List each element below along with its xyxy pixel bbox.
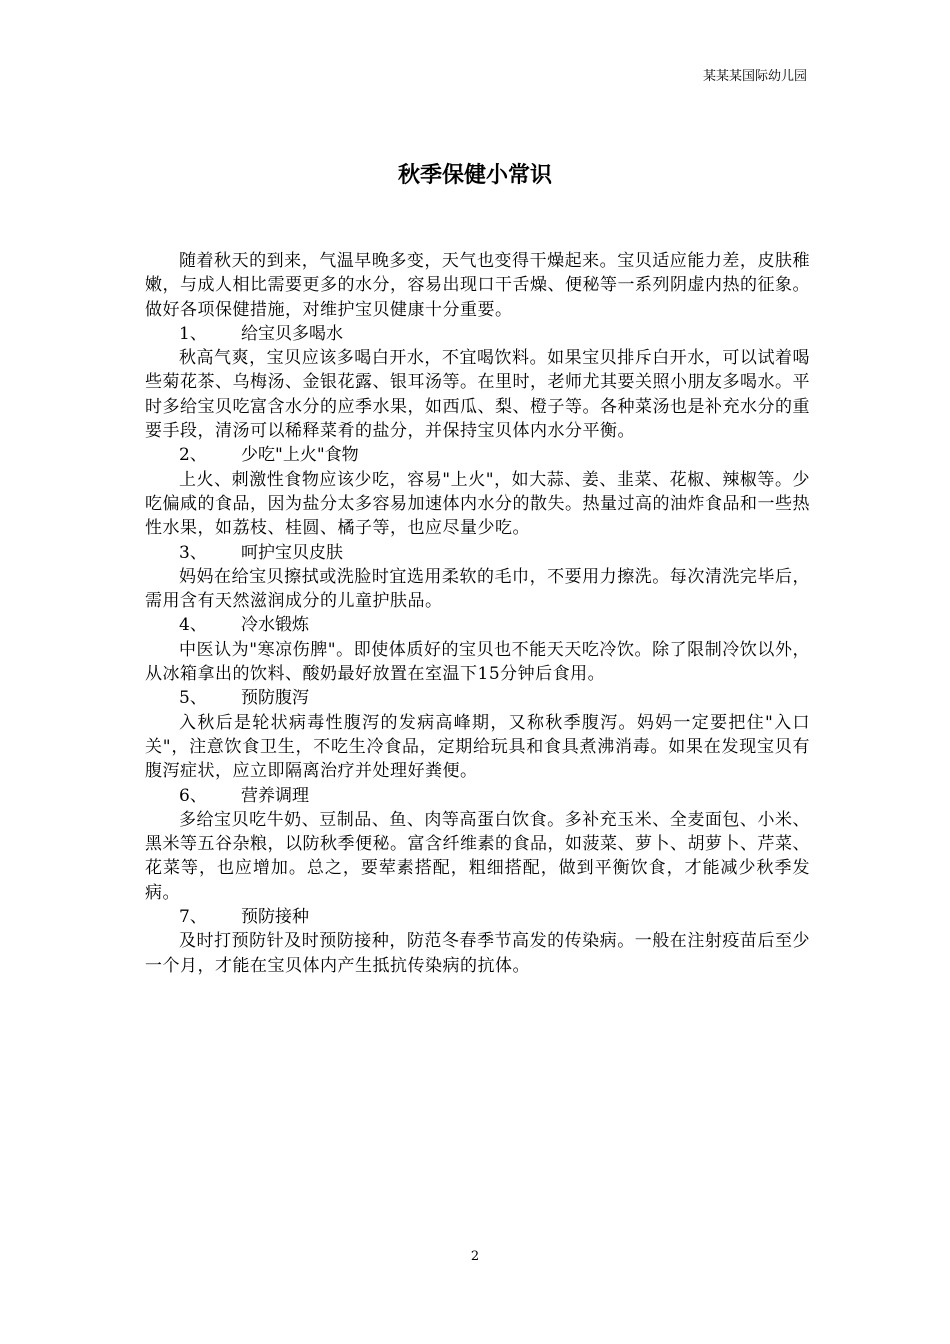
section-3 bbox=[145, 541, 810, 614]
section-heading-text: 给宝贝多喝水 bbox=[241, 323, 343, 344]
section-number: 1、 bbox=[179, 323, 207, 344]
section-1 bbox=[145, 322, 810, 443]
section-heading-text: 冷水锻炼 bbox=[241, 615, 309, 636]
section-number: 3、 bbox=[179, 542, 207, 563]
section-paragraph: 及时打预防针及时预防接种，防范冬春季节高发的传染病。一般在注射疫苗后至少一个月，才能在宝贝体内产生抵抗传染病的抗体。 bbox=[145, 931, 810, 976]
section-paragraph: 上火、刺激性食物应该少吃，容易"上火"，如大蒜、姜、韭菜、花椒、辣椒等。少吃偏咸的食品，因为盐分太多容易加速体内水分的散失。热量过高的油炸食品和一些热性水果，如荔枝、桂圆、橘子等，也应尽量少吃。 bbox=[145, 469, 810, 539]
section-heading bbox=[145, 613, 810, 637]
section-7 bbox=[145, 905, 810, 978]
section-heading-text: 营养调理 bbox=[241, 785, 309, 806]
section-heading bbox=[145, 784, 810, 808]
section-heading bbox=[145, 541, 810, 565]
section-number: 5、 bbox=[179, 688, 207, 709]
section-number: 4、 bbox=[179, 615, 207, 636]
page-number: 2 bbox=[470, 1249, 480, 1264]
section-paragraph: 中医认为"寒凉伤脾"。即使体质好的宝贝也不能天天吃冷饮。除了限制冷饮以外，从冰箱拿出的饮料、酸奶最好放置在室温下15分钟后食用。 bbox=[145, 639, 810, 685]
intro-paragraph: 随着秋天的到来，气温早晚多变，天气也变得干燥起来。宝贝适应能力差，皮肤稚嫩，与成人相比需要更多的水分，容易出现口干舌燥、便秘等一系列阴虚内热的征象。做好各项保健措施，对维护宝贝健康十分重要。 bbox=[145, 251, 810, 320]
section-5 bbox=[145, 686, 810, 783]
section-heading bbox=[145, 443, 810, 467]
document-body bbox=[145, 249, 810, 978]
section-number: 6、 bbox=[179, 785, 207, 806]
section-heading-text: 预防接种 bbox=[241, 907, 309, 928]
section-6 bbox=[145, 784, 810, 905]
section-4 bbox=[145, 613, 810, 686]
document-title: 秋季保健小常识 bbox=[397, 163, 552, 188]
section-number: 2、 bbox=[179, 445, 207, 466]
section-2 bbox=[145, 443, 810, 540]
section-paragraph: 多给宝贝吃牛奶、豆制品、鱼、肉等高蛋白饮食。多补充玉米、全麦面包、小米、黑米等五谷杂粮，以防秋季便秘。富含纤维素的食品，如菠菜、萝卜、胡萝卜、芹菜、花菜等，也应增加。总之，要荤素搭配，粗细搭配，做到平衡饮食，才能减少秋季发病。 bbox=[145, 809, 810, 903]
section-paragraph: 秋高气爽，宝贝应该多喝白开水，不宜喝饮料。如果宝贝排斥白开水，可以试着喝些菊花茶、乌梅汤、金银花露、银耳汤等。在里时，老师尤其要关照小朋友多喝水。平时多给宝贝吃富含水分的应季水果，如西瓜、梨、橙子等。各种菜汤也是补充水分的重要手段，清汤可以稀释菜肴的盐分，并保持宝贝体内水分平衡。 bbox=[145, 348, 810, 442]
section-heading-text: 少吃"上火"食物 bbox=[241, 445, 359, 466]
section-heading-text: 呵护宝贝皮肤 bbox=[241, 542, 343, 563]
section-paragraph: 妈妈在给宝贝擦拭或洗脸时宜选用柔软的毛巾，不要用力擦洗。每次清洗完毕后，需用含有天然滋润成分的儿童护肤品。 bbox=[145, 566, 810, 612]
section-heading bbox=[145, 686, 810, 710]
section-heading bbox=[145, 322, 810, 346]
page-header: 某某某国际幼儿园 bbox=[702, 69, 807, 84]
section-heading bbox=[145, 905, 810, 929]
section-heading-text: 预防腹泻 bbox=[241, 688, 309, 709]
section-number: 7、 bbox=[179, 907, 207, 928]
section-paragraph: 入秋后是轮状病毒性腹泻的发病高峰期，又称秋季腹泻。妈妈一定要把住"入口关"，注意饮食卫生，不吃生冷食品，定期给玩具和食具煮沸消毒。如果在发现宝贝有腹泻症状，应立即隔离治疗并处理好粪便。 bbox=[145, 712, 810, 782]
